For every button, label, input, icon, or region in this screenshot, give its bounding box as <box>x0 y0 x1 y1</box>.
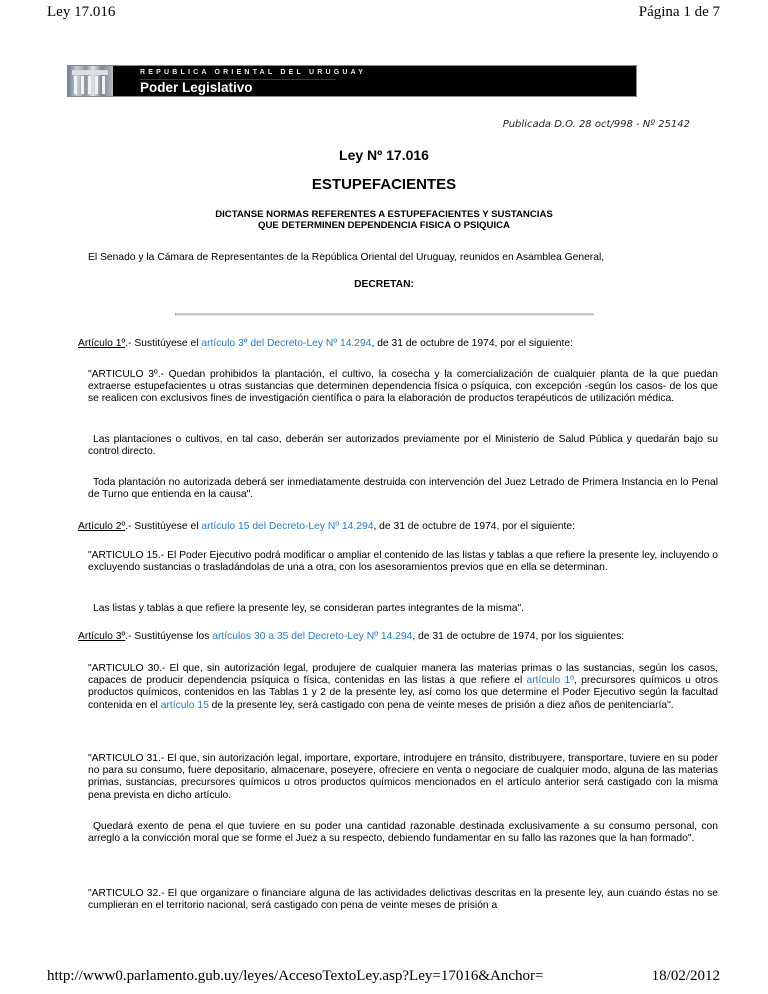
parliament-banner <box>67 65 637 97</box>
article-1-link[interactable]: artículo 1º <box>526 675 574 687</box>
parliament-building-icon <box>68 66 113 96</box>
article-1-label[interactable]: Artículo 1º <box>78 338 126 349</box>
article-15-text: "ARTICULO 15.- El Poder Ejecutivo podrá modificar o ampliar el contenido de las listas y tablas a que refiere la presente ley, incluyendo o excluyendo sustancias o trasladándolas de una a otra, con los asesoramientos previos que en ella se determinan. <box>88 550 718 574</box>
article-3-paragraph-3: Toda plantación no autorizada deberá ser inmediatamente destruida con intervención del Juez Letrado de Primera Instancia en lo Penal de Turno que entienda en la causa". <box>88 477 718 501</box>
article-3-heading: Artículo 3º.- Sustitúyense los artículos 30 a 35 del Decreto-Ley Nº 14.294, de 31 de octubre de 1974, por los siguientes: <box>78 631 625 642</box>
banner-country: REPUBLICA ORIENTAL DEL URUGUAY <box>140 69 367 76</box>
article-2-label[interactable]: Artículo 2º <box>78 521 126 532</box>
article-30-text: "ARTICULO 30.- El que, sin autorización legal, produjere de cualquier manera las materias primas o las sustancias, según los casos, capaces de producir dependencia psíquica o física, contenidas en las listas a que refiere el artículo 1º, precursores químicos u otros productos químicos, contenidos en las Tablas 1 y 2 de la presente ley, así como los que determine el Poder Ejecutivo según la facultad contenida en el artículo 15 de la presente ley, será castigado con pena de veinte meses de prisión a diez años de penitenciaría". <box>88 663 718 711</box>
article-1-heading: Artículo 1º.- Sustitúyese el artículo 3º del Decreto-Ley Nº 14.294, de 31 de octubre de 1974, por el siguiente: <box>78 338 573 349</box>
law-intro: El Senado y la Cámara de Representantes de la República Oriental del Uruguay, reunidos en Asamblea General, <box>88 252 605 263</box>
banner-institution: Poder Legislativo <box>140 80 253 95</box>
article-3-paragraph-2: Las plantaciones o cultivos, en tal caso, deberán ser autorizados previamente por el Ministerio de Salud Pública y quedarán bajo su control directo. <box>88 434 718 458</box>
article-3-label[interactable]: Artículo 3º <box>78 631 126 642</box>
article-1-reference-link[interactable]: artículo 3º del Decreto-Ley Nº 14.294 <box>201 338 372 349</box>
law-summary-line1: DICTANSE NORMAS REFERENTES A ESTUPEFACIENTES Y SUSTANCIAS <box>215 209 553 220</box>
print-footer-url: http://www0.parlamento.gub.uy/leyes/AccesoTextoLey.asp?Ley=17016&Anchor= <box>47 968 544 984</box>
print-footer-date: 18/02/2012 <box>651 968 720 984</box>
article-15-paragraph-2: Las listas y tablas a que refiere la presente ley, se consideran partes integrantes de la misma". <box>93 603 525 614</box>
print-footer <box>47 968 720 988</box>
article-15-link[interactable]: artículo 15 <box>160 699 209 711</box>
article-2-heading: Artículo 2º.- Sustitúyese el artículo 15 del Decreto-Ley Nº 14.294, de 31 de octubre de 1974, por el siguiente: <box>78 521 575 532</box>
law-summary <box>0 209 768 231</box>
article-31-text: "ARTICULO 31.- El que, sin autorización legal, importare, exportare, introdujere en tránsito, distribuyere, transportare, tuviere en su poder no para su consumo, fuere depositario, almacenare, poseyere, ofreciere en venta o negociare de cualquier modo, alguna de las materias primas, sustancias, precursores químicos u otros productos químicos mencionados en el artículo anterior será castigado con la misma pena prevista en dicho artículo. <box>88 753 718 801</box>
article-2-reference-link[interactable]: artículo 15 del Decreto-Ley Nº 14.294 <box>201 521 374 532</box>
article-32-text: "ARTICULO 32.- El que organizare o financiare alguna de las actividades delictivas descritas en la presente ley, aun cuando éstas no se cumplieran en el territorio nacional, será castigado con pena de veinte meses de prisión a <box>88 888 718 912</box>
law-subject: ESTUPEFACIENTES <box>311 176 457 193</box>
article-31-paragraph-2: Quedará exento de pena el que tuviere en su poder una cantidad razonable destinada exclusivamente a su consumo personal, con arreglo a la convicción moral que se forme el Juez a su respecto, debiendo fundamentar en su fallo las razones que la han formado". <box>88 821 718 845</box>
print-header-title: Ley 17.016 <box>47 4 116 20</box>
decretan-heading: DECRETAN: <box>354 279 414 290</box>
print-header-page: Página 1 de 7 <box>638 4 720 20</box>
print-header <box>47 4 720 24</box>
law-summary-line2: QUE DETERMINEN DEPENDENCIA FISICA O PSIQUICA <box>258 220 510 231</box>
section-divider <box>175 313 594 316</box>
article-3-reference-link[interactable]: artículos 30 a 35 del Decreto-Ley Nº 14.294 <box>212 631 413 642</box>
law-title: Ley Nº 17.016 <box>339 147 429 163</box>
article-3-text: "ARTICULO 3º.- Quedan prohibidos la plantación, el cultivo, la cosecha y la comercialización de cualquier planta de la que puedan extraerse estupefacientes u otras sustancias que determinen dependencia física o psíquica, con excepción -según los casos- de los que se realicen con exclusivos fines de investigación científica o para la elaboración de productos terapéuticos de utilización médica. <box>88 369 718 405</box>
publication-note: Publicada D.O. 28 oct/998 - Nº 25142 <box>502 119 690 130</box>
